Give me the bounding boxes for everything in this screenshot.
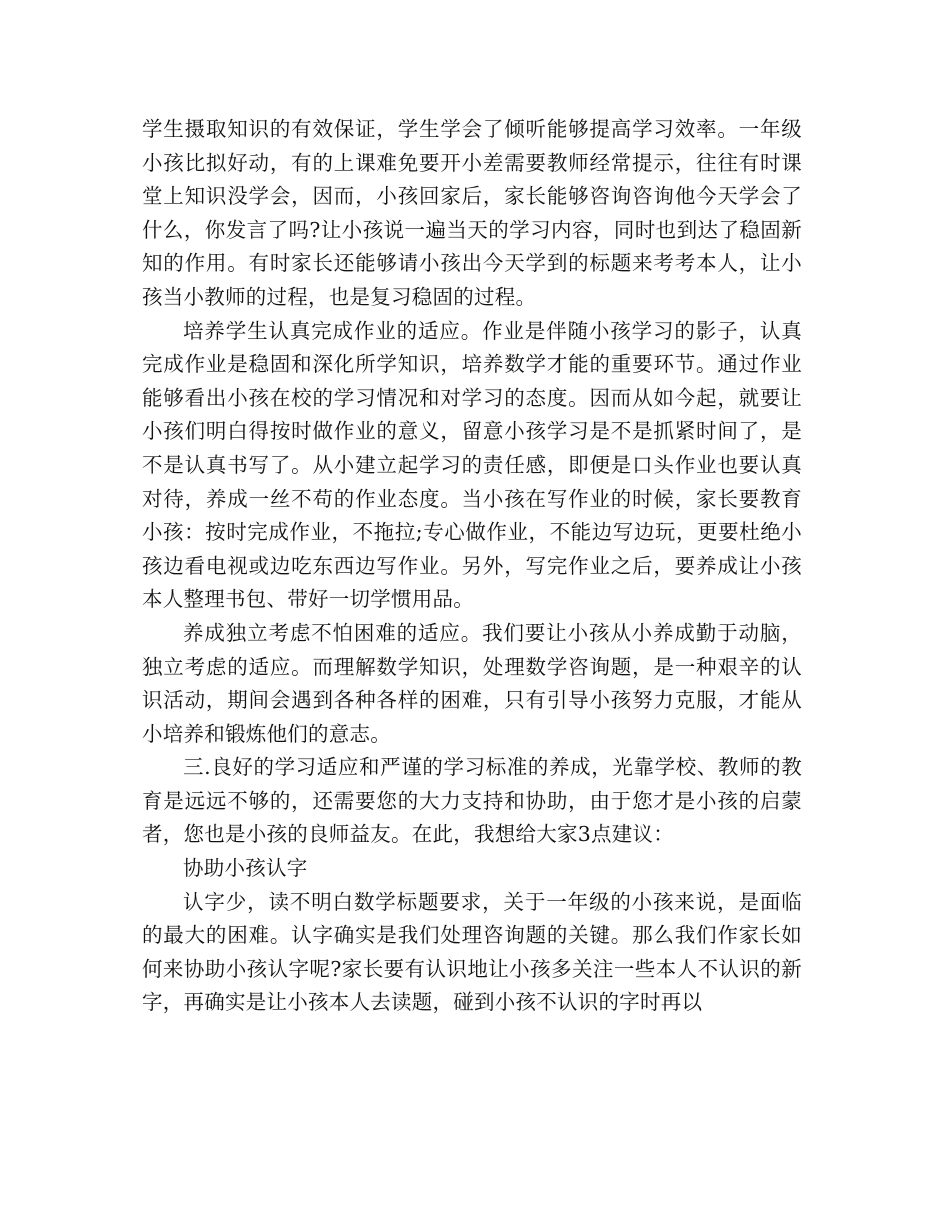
paragraph-4: 三.良好的学习适应和严谨的学习标准的养成，光靠学校、教师的教育是远远不够的，还需要您的大力支持和协助，由于您才是小孩的启蒙者，您也是小孩的良师益友。在此，我想给大家3点建议：	[142, 755, 802, 847]
section-heading: 协助小孩认字	[183, 856, 308, 881]
paragraph-5: 认字少，读不明白数学标题要求，关于一年级的小孩来说，是面临的最大的困难。认字确实是我们处理咨询题的关键。那么我们作家长如何来协助小孩认字呢?家长要有认识地让小孩多关注一些本人不认识的新字，再确实是让小孩本人去读题，碰到小孩不认识的字时再以	[142, 889, 802, 1015]
paragraph-1: 学生摄取知识的有效保证，学生学会了倾听能够提高学习效率。一年级小孩比拟好动，有的上课难免要开小差需要教师经常提示，往往有时课堂上知识没学会，因而，小孩回家后，家长能够咨询咨询他今天学会了什么，你发言了吗?让小孩说一遍当天的学习内容，同时也到达了稳固新知的作用。有时家长还能够请小孩出今天学到的标题来考考本人，让小孩当小教师的过程，也是复习稳固的过程。	[142, 117, 802, 309]
paragraph-3: 养成独立考虑不怕困难的适应。我们要让小孩从小养成勤于动脑，独立考虑的适应。而理解数学知识，处理数学咨询题，是一种艰辛的认识活动，期间会遇到各种各样的困难，只有引导小孩努力克服，才能从小培养和锻炼他们的意志。	[142, 620, 802, 746]
document-body	[142, 113, 802, 1020]
paragraph-2: 培养学生认真完成作业的适应。作业是伴随小孩学习的影子，认真完成作业是稳固和深化所学知识，培养数学才能的重要环节。通过作业能够看出小孩在校的学习情况和对学习的态度。因而从如今起，就要让小孩们明白得按时做作业的意义，留意小孩学习是不是抓紧时间了，是不是认真书写了。从小建立起学习的责任感，即便是口头作业也要认真对待，养成一丝不苟的作业态度。当小孩在写作业的时候，家长要教育小孩：按时完成作业，不拖拉;专心做作业，不能边写边玩，更要杜绝小孩边看电视或边吃东西边写作业。另外，写完作业之后，要养成让小孩本人整理书包、带好一切学惯用品。	[142, 318, 802, 612]
